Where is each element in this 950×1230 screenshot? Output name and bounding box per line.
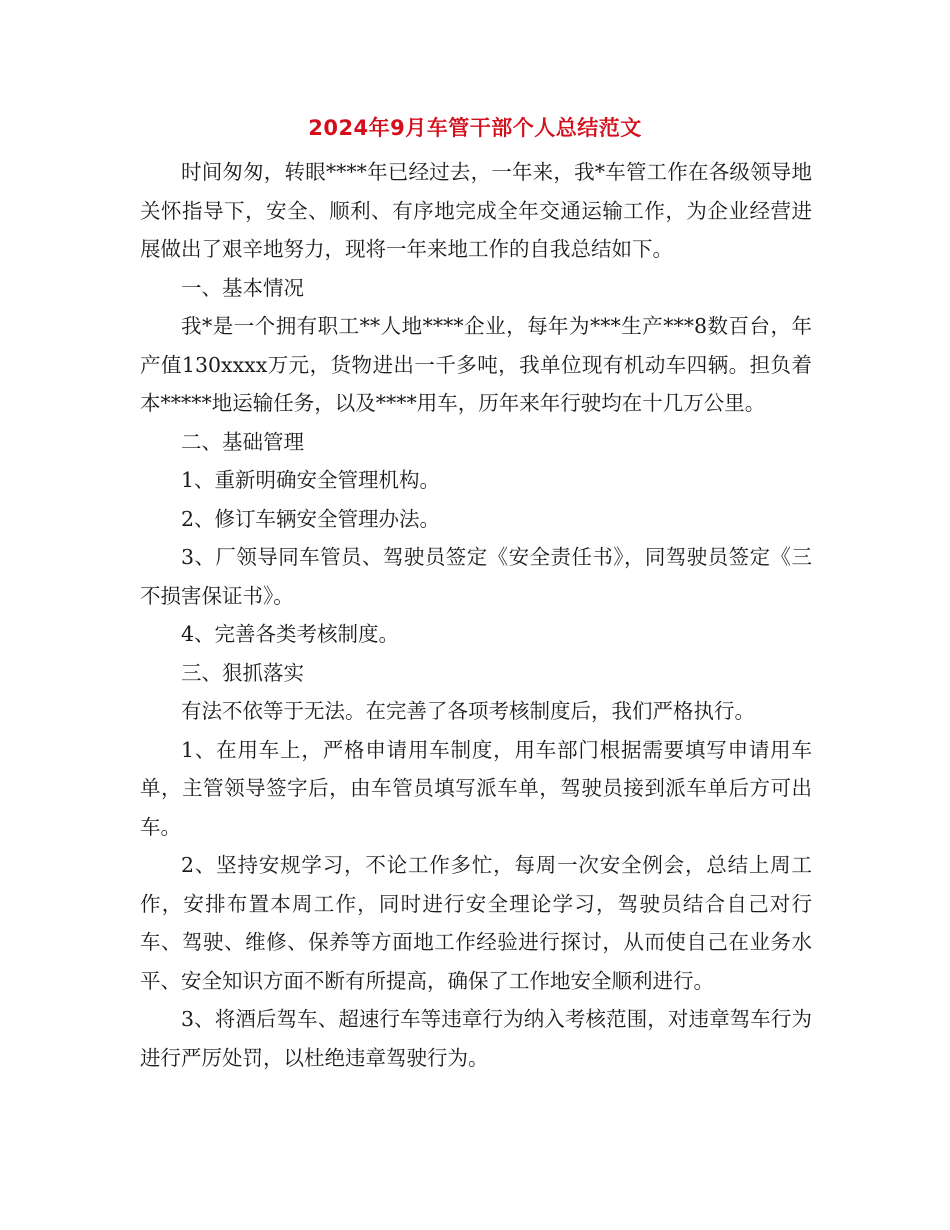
section-heading-basic-situation: 一、基本情况 <box>181 275 304 300</box>
document-title: 2024年9月车管干部个人总结范文 <box>308 116 642 140</box>
paragraph-implementation-intro: 有法不依等于无法。在完善了各项考核制度后，我们严格执行。 <box>181 699 755 723</box>
list-item-implementation-2: 2、坚持安规学习，不论工作多忙，每周一次安全例会，总结上周工作，安排布置本周工作，同时进行安全理论学习，驾驶员结合自己对行车、驾驶、维修、保养等方面地工作经验进行探讨，从而使自己在业务水平、安全知识方面不断有所提高，确保了工作地安全顺利进行。 <box>140 853 812 993</box>
document-body <box>140 153 812 1077</box>
list-item-implementation-1: 1、在用车上，严格申请用车制度，用车部门根据需要填写申请用车单，主管领导签字后，由车管员填写派车单，驾驶员接到派车单后方可出车。 <box>140 737 812 839</box>
list-item-management-4: 4、完善各类考核制度。 <box>181 622 400 646</box>
list-item-implementation-3: 3、将酒后驾车、超速行车等违章行为纳入考核范围，对违章驾车行为进行严厉处罚，以杜绝违章驾驶行为。 <box>140 1007 812 1070</box>
paragraph-basic-situation: 我*是一个拥有职工**人地****企业，每年为***生产***8数百台，年产值130xxxx万元，货物进出一千多吨，我单位现有机动车四辆。担负着本*****地运输任务，以及****用车，历年来年行驶均在十几万公里。 <box>140 314 812 415</box>
section-heading-basic-management: 二、基础管理 <box>181 429 304 454</box>
list-item-management-2: 2、修订车辆安全管理办法。 <box>181 506 441 531</box>
list-item-management-1: 1、重新明确安全管理机构。 <box>181 468 441 492</box>
paragraph-intro: 时间匆匆，转眼****年已经过去，一年来，我*车管工作在各级领导地关怀指导下，安全、顺利、有序地完成全年交通运输工作，为企业经营进展做出了艰辛地努力，现将一年来地工作的自我总结如下。 <box>140 160 812 261</box>
section-heading-implementation: 三、狠抓落实 <box>181 660 304 685</box>
list-item-management-3: 3、厂领导同车管员、驾驶员签定《安全责任书》，同驾驶员签定《三不损害保证书》。 <box>140 545 812 608</box>
